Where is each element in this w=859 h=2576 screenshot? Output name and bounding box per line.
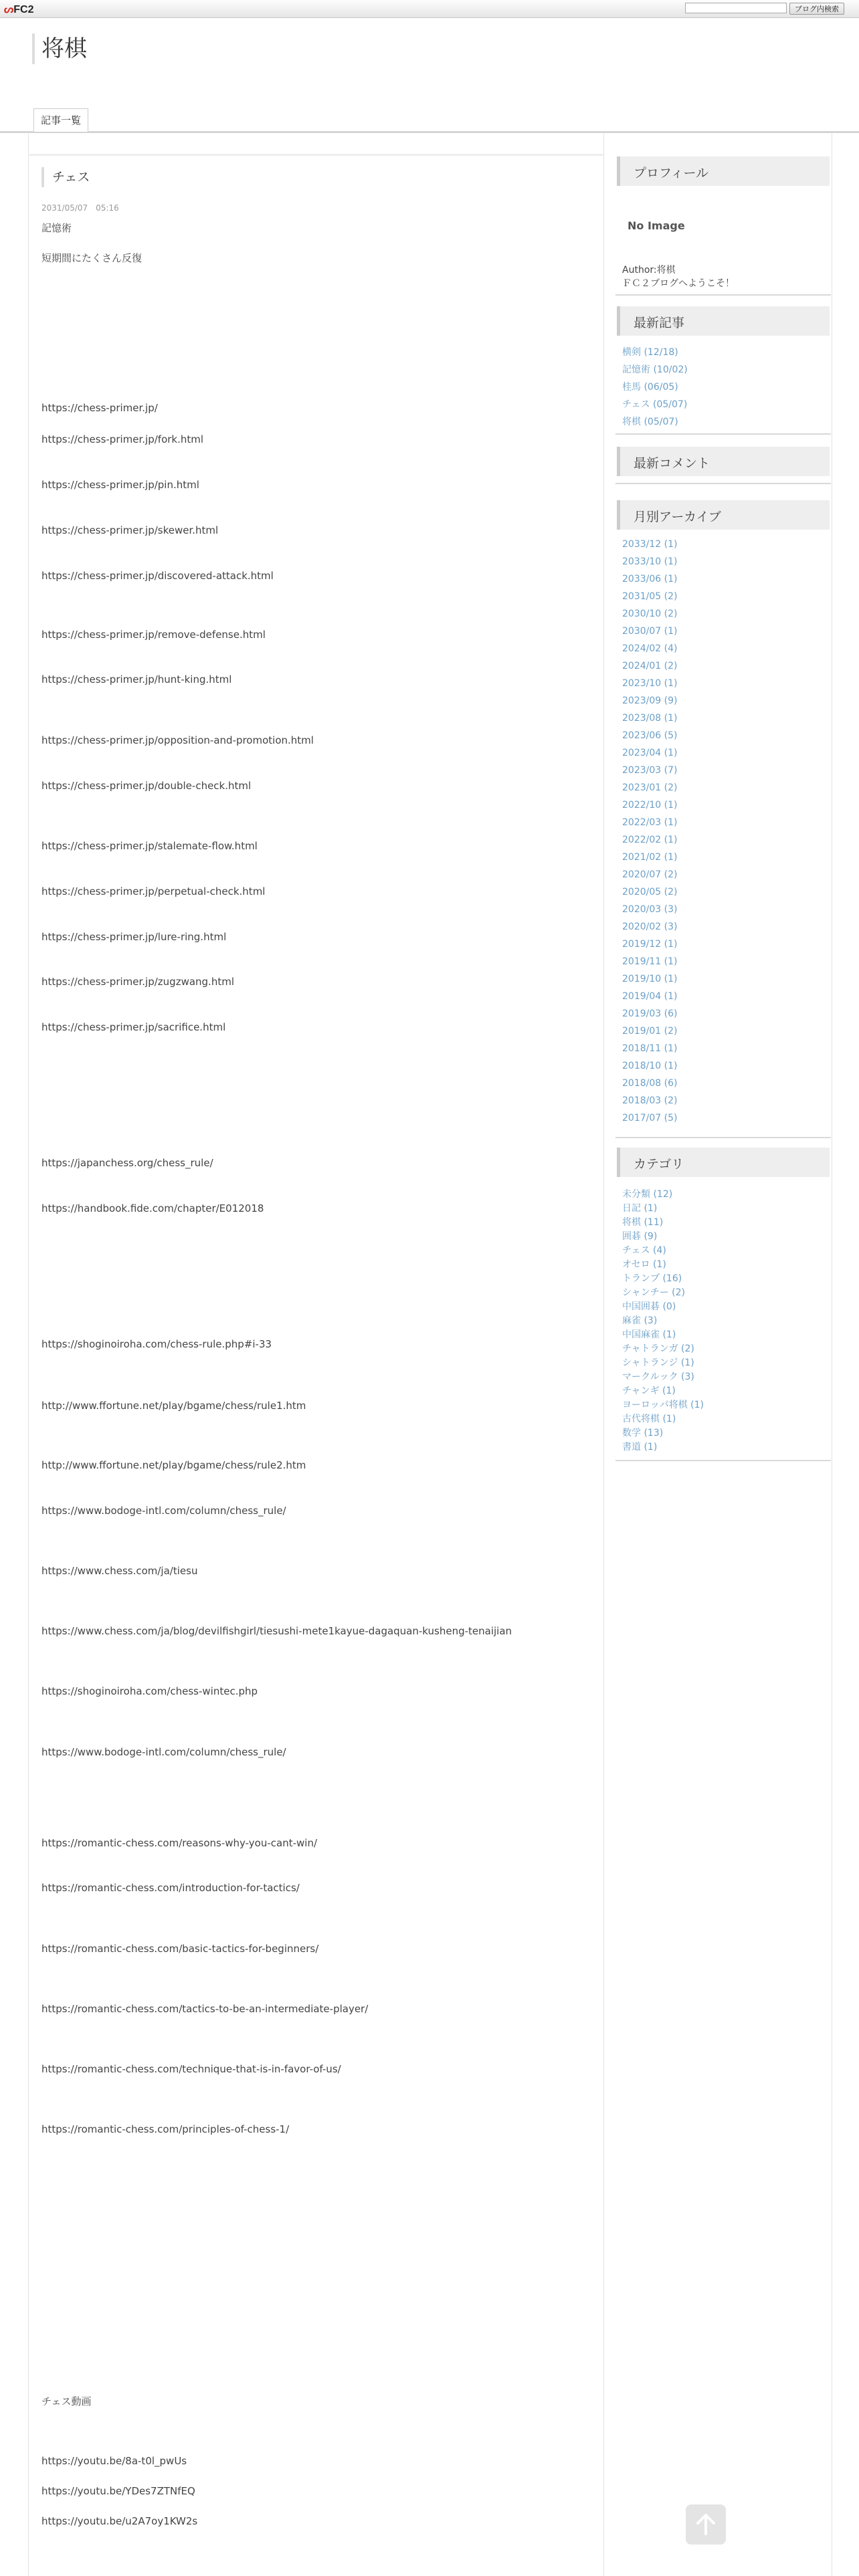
article-text: http://www.ffortune.net/play/bgame/chess/rule1.htm	[41, 1400, 306, 1412]
article-text: https://chess-primer.jp/opposition-and-promotion.html	[41, 734, 314, 746]
archive-link[interactable]: 2019/12 (1)	[622, 939, 678, 950]
archive-link[interactable]: 2018/10 (1)	[622, 1061, 678, 1071]
article-text: https://youtu.be/u2A7oy1KW2s	[41, 2515, 198, 2527]
blog-search-input[interactable]	[685, 3, 787, 13]
arrow-up-icon	[695, 2512, 717, 2537]
category-link[interactable]: チャトランガ (2)	[622, 1344, 694, 1354]
article-text: 短期間にたくさん反復	[41, 252, 142, 264]
archive-link[interactable]: 2024/01 (2)	[622, 661, 678, 671]
recent-post-link[interactable]: チェス (05/07)	[622, 399, 688, 410]
archive-link[interactable]: 2019/01 (2)	[622, 1026, 678, 1037]
archive-link[interactable]: 2020/05 (2)	[622, 887, 678, 897]
profile-heading	[617, 156, 830, 186]
fc2-logo-text: FC2	[13, 4, 34, 15]
recent-post-link[interactable]: 将棋 (05/07)	[622, 417, 678, 427]
category-link[interactable]: 未分類 (12)	[622, 1189, 673, 1200]
article-text: https://chess-primer.jp/fork.html	[41, 433, 204, 445]
article-text: https://chess-primer.jp/pin.html	[41, 479, 199, 491]
archive-link[interactable]: 2023/10 (1)	[622, 678, 678, 689]
article-date: 2031/05/07 05:16	[41, 203, 119, 213]
profile-no-image: No Image	[628, 219, 685, 232]
sidebar-divider	[615, 1460, 831, 1461]
archive-link[interactable]: 2020/03 (3)	[622, 904, 678, 915]
archive-link[interactable]: 2033/06 (1)	[622, 574, 678, 584]
archive-link[interactable]: 2033/12 (1)	[622, 539, 678, 550]
article-text: https://shoginoiroha.com/chess-rule.php#i-33	[41, 1338, 272, 1350]
article-text: https://romantic-chess.com/technique-that-is-in-favor-of-us/	[41, 2063, 341, 2075]
recent-post-link[interactable]: 桂馬 (06/05)	[622, 382, 678, 393]
sidebar-divider	[615, 294, 831, 296]
category-link[interactable]: トランプ (16)	[622, 1273, 682, 1284]
article-text: https://chess-primer.jp/zugzwang.html	[41, 976, 234, 988]
archive-link[interactable]: 2021/02 (1)	[622, 852, 678, 863]
archive-link[interactable]: 2022/10 (1)	[622, 800, 678, 811]
article-text: https://youtu.be/8a-t0l_pwUs	[41, 2455, 187, 2467]
back-to-top-button[interactable]	[686, 2504, 726, 2545]
article-title[interactable]: チェス	[52, 170, 90, 185]
archive-link[interactable]: 2023/03 (7)	[622, 765, 678, 776]
archives-heading-text: 月別アーカイブ	[634, 510, 721, 524]
archive-link[interactable]: 2019/11 (1)	[622, 956, 678, 967]
recent-comments-heading-text: 最新コメント	[634, 456, 710, 471]
main-column	[28, 134, 604, 2576]
article-text: https://romantic-chess.com/principles-of-chess-1/	[41, 2123, 290, 2135]
article-text: https://romantic-chess.com/introduction-for-tactics/	[41, 1882, 300, 1894]
article-text: https://chess-primer.jp/	[41, 402, 158, 414]
category-link[interactable]: シャトランジ (1)	[622, 1358, 694, 1368]
category-link[interactable]: 将棋 (11)	[622, 1217, 664, 1228]
archives-heading	[617, 500, 830, 530]
fc2-toolbar	[0, 0, 859, 18]
categories-heading	[617, 1148, 830, 1177]
article-title-wrap	[41, 167, 90, 187]
article-text: https://youtu.be/YDes7ZTNfEQ	[41, 2485, 195, 2497]
archive-link[interactable]: 2020/07 (2)	[622, 869, 678, 880]
archive-link[interactable]: 2023/06 (5)	[622, 730, 678, 741]
article-text: https://chess-primer.jp/perpetual-check.html	[41, 885, 266, 897]
article-text: https://handbook.fide.com/chapter/E012018	[41, 1202, 264, 1214]
category-link[interactable]: マークルック (3)	[622, 1372, 694, 1382]
category-link[interactable]: シャンチー (2)	[622, 1287, 686, 1298]
profile-heading-text: プロフィール	[634, 166, 709, 181]
article-text: 記憶術	[41, 222, 72, 234]
article-text: https://chess-primer.jp/remove-defense.html	[41, 629, 266, 641]
categories-heading-text: カテゴリ	[634, 1157, 684, 1172]
category-link[interactable]: 日記 (1)	[622, 1203, 658, 1214]
article-text: https://chess-primer.jp/skewer.html	[41, 524, 219, 536]
recent-post-link[interactable]: 横剣 (12/18)	[622, 347, 678, 358]
sidebar-divider	[615, 433, 831, 435]
article-text: https://chess-primer.jp/discovered-attack.html	[41, 570, 274, 582]
archive-link[interactable]: 2031/05 (2)	[622, 591, 678, 602]
archive-link[interactable]: 2022/02 (1)	[622, 835, 678, 845]
archive-link[interactable]: 2019/03 (6)	[622, 1008, 678, 1019]
archive-link[interactable]: 2023/01 (2)	[622, 782, 678, 793]
article-text: https://www.chess.com/ja/blog/devilfishgirl/tiesushi-mete1kayue-dagaquan-kusheng-tenaijian	[41, 1625, 512, 1637]
blog-header	[32, 33, 87, 64]
recent-comments-heading	[617, 447, 830, 476]
article-text: http://www.ffortune.net/play/bgame/chess/rule2.htm	[41, 1459, 306, 1471]
blog-search-button[interactable]: ブログ内検索	[789, 3, 844, 15]
archive-link[interactable]: 2023/09 (9)	[622, 695, 678, 706]
archive-link[interactable]: 2017/07 (5)	[622, 1113, 678, 1123]
article-text: https://chess-primer.jp/double-check.html	[41, 780, 252, 792]
article-text: https://romantic-chess.com/basic-tactics-for-beginners/	[41, 1943, 319, 1955]
tab-article-list[interactable]: 記事一覧	[33, 108, 88, 132]
category-link[interactable]: 古代将棋 (1)	[622, 1414, 676, 1424]
archive-link[interactable]: 2018/11 (1)	[622, 1043, 678, 1054]
archive-link[interactable]: 2020/02 (3)	[622, 922, 678, 932]
recent-posts-heading-text: 最新記事	[634, 316, 685, 330]
article-text: https://chess-primer.jp/lure-ring.html	[41, 931, 227, 943]
article-text: https://www.bodoge-intl.com/column/chess_rule/	[41, 1505, 286, 1517]
article-text: https://chess-primer.jp/stalemate-flow.html	[41, 840, 258, 852]
fc2-logo[interactable]	[4, 3, 34, 16]
blog-title[interactable]: 将棋	[41, 35, 87, 62]
sidebar-divider	[615, 1137, 831, 1138]
category-link[interactable]: 中国囲碁 (0)	[622, 1301, 676, 1312]
category-link[interactable]: 数学 (13)	[622, 1428, 664, 1438]
category-link[interactable]: 中国麻雀 (1)	[622, 1329, 676, 1340]
category-link[interactable]: チャンギ (1)	[622, 1386, 676, 1396]
category-link[interactable]: 書道 (1)	[622, 1442, 658, 1453]
article-text: https://japanchess.org/chess_rule/	[41, 1157, 213, 1169]
category-link[interactable]: オセロ (1)	[622, 1259, 666, 1270]
archive-link[interactable]: 2019/04 (1)	[622, 991, 678, 1002]
article-text: https://www.chess.com/ja/tiesu	[41, 1565, 198, 1577]
profile-welcome: ＦＣ２ブログへようこそ！	[622, 278, 735, 289]
recent-post-link[interactable]: 記憶術 (10/02)	[622, 364, 688, 375]
archive-link[interactable]: 2024/02 (4)	[622, 643, 678, 654]
profile-author: Author:将棋	[622, 265, 676, 276]
article-text: https://romantic-chess.com/tactics-to-be-an-intermediate-player/	[41, 2003, 369, 2015]
nav-bar	[0, 106, 859, 133]
category-link[interactable]: 囲碁 (9)	[622, 1231, 658, 1242]
archive-link[interactable]: 2019/10 (1)	[622, 974, 678, 984]
archive-link[interactable]: 2018/08 (6)	[622, 1078, 678, 1089]
archive-link[interactable]: 2030/10 (2)	[622, 609, 678, 619]
archive-link[interactable]: 2023/08 (1)	[622, 713, 678, 724]
archive-link[interactable]: 2018/03 (2)	[622, 1095, 678, 1106]
recent-posts-heading	[617, 306, 830, 336]
article-text: https://romantic-chess.com/reasons-why-you-cant-win/	[41, 1837, 318, 1849]
article-text: https://chess-primer.jp/sacrifice.html	[41, 1021, 226, 1033]
archive-link[interactable]: 2033/10 (1)	[622, 556, 678, 567]
article-text: https://chess-primer.jp/hunt-king.html	[41, 673, 232, 685]
article-text: チェス動画	[41, 2395, 92, 2407]
main-divider	[28, 154, 603, 156]
fc2-logo-icon: ᔕ	[4, 4, 14, 15]
archive-link[interactable]: 2023/04 (1)	[622, 748, 678, 758]
archive-link[interactable]: 2022/03 (1)	[622, 817, 678, 828]
category-link[interactable]: 麻雀 (3)	[622, 1315, 658, 1326]
article-text: https://shoginoiroha.com/chess-wintec.php	[41, 1685, 258, 1697]
archive-link[interactable]: 2030/07 (1)	[622, 626, 678, 637]
sidebar-divider	[615, 483, 831, 484]
category-link[interactable]: チェス (4)	[622, 1245, 666, 1256]
article-text: https://www.bodoge-intl.com/column/chess_rule/	[41, 1746, 286, 1758]
category-link[interactable]: ヨーロッパ将棋 (1)	[622, 1400, 704, 1410]
